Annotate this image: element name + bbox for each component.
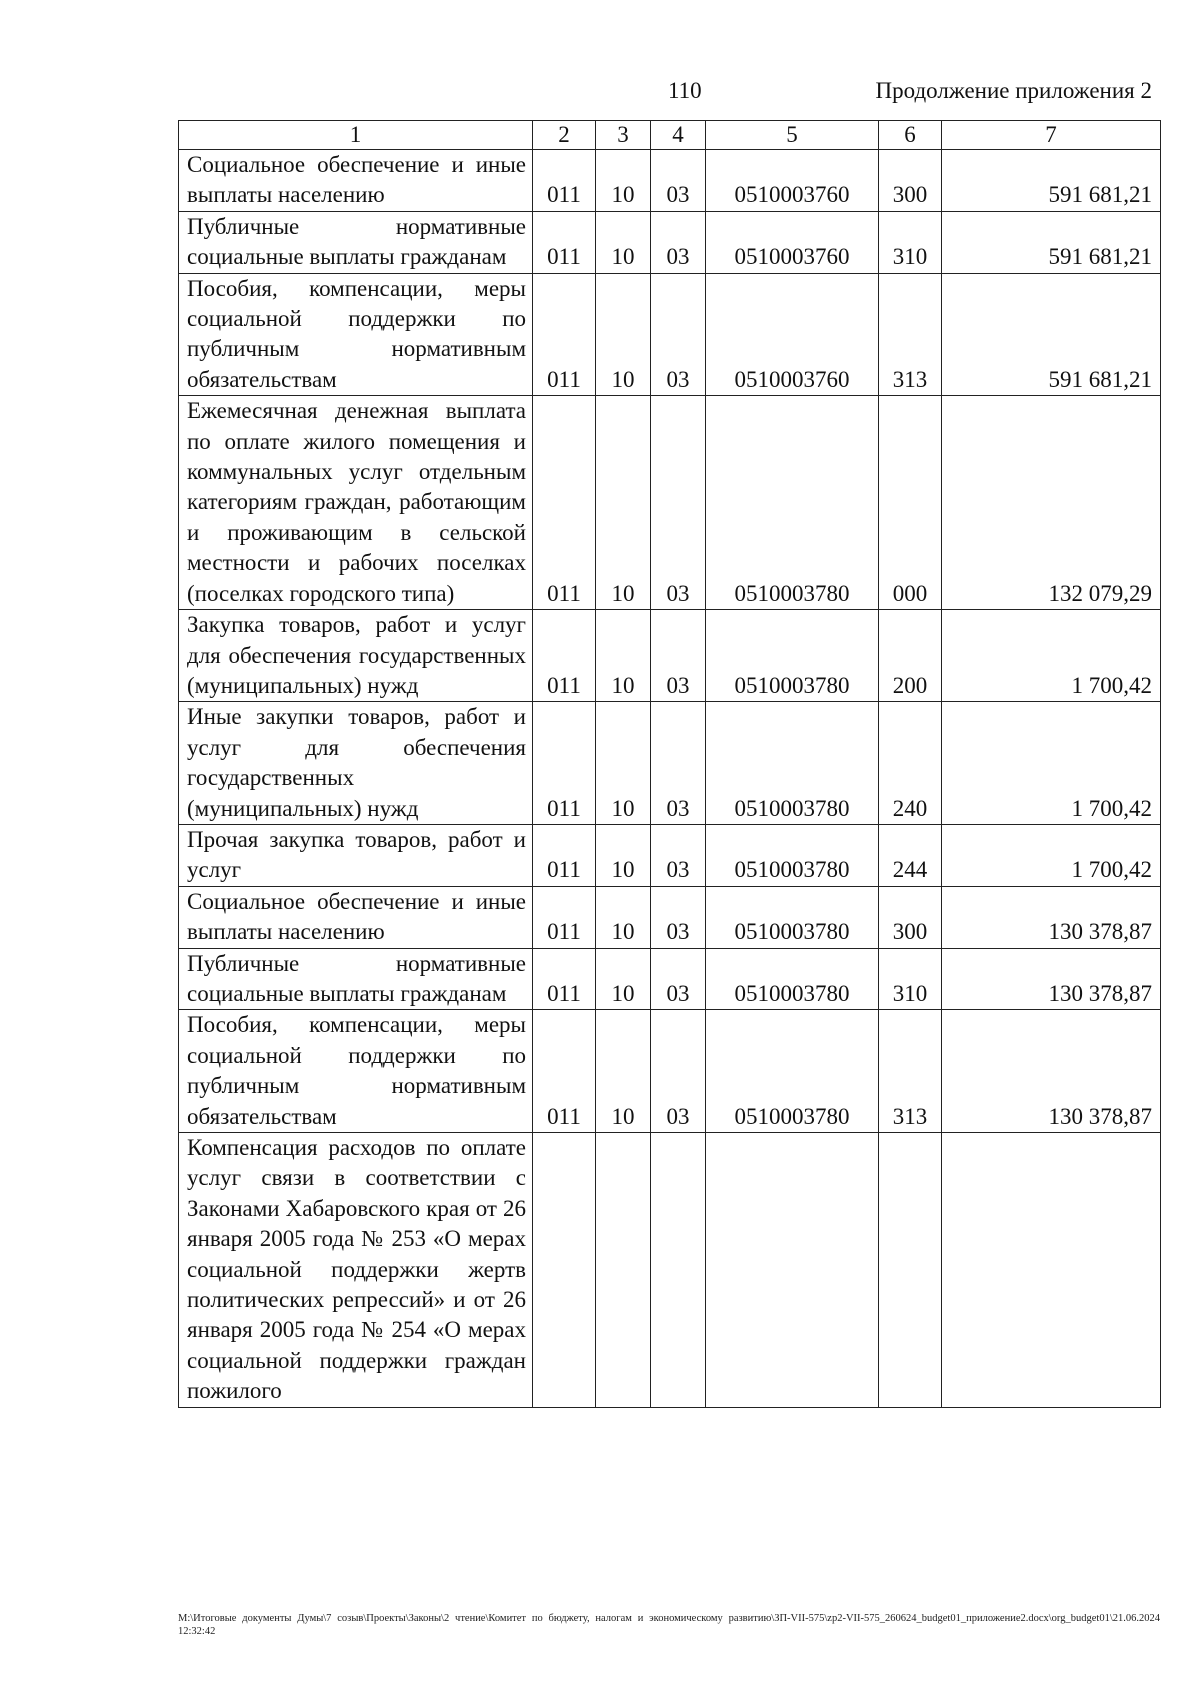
column-number-row <box>179 121 1161 150</box>
table-row <box>179 824 1161 886</box>
section-code-cell: 10 <box>596 396 651 610</box>
expense-type-cell: 313 <box>879 1010 942 1133</box>
expense-type-cell: 310 <box>879 211 942 273</box>
expense-type-cell: 300 <box>879 886 942 948</box>
expense-type-cell <box>879 1133 942 1408</box>
subsection-code-cell: 03 <box>651 948 706 1010</box>
target-article-cell: 0510003760 <box>706 273 879 396</box>
column-header: 4 <box>651 121 706 150</box>
ministry-code-cell <box>533 1133 596 1408</box>
section-code-cell <box>596 1133 651 1408</box>
amount-cell: 130 378,87 <box>942 948 1161 1010</box>
column-header: 2 <box>533 121 596 150</box>
subsection-code-cell <box>651 1133 706 1408</box>
target-article-cell: 0510003780 <box>706 948 879 1010</box>
amount-cell: 130 378,87 <box>942 1010 1161 1133</box>
target-article-cell: 0510003780 <box>706 610 879 702</box>
subsection-code-cell: 03 <box>651 886 706 948</box>
ministry-code-cell: 011 <box>533 886 596 948</box>
section-code-cell: 10 <box>596 824 651 886</box>
table-row <box>179 1010 1161 1133</box>
table-row <box>179 211 1161 273</box>
expense-type-cell: 310 <box>879 948 942 1010</box>
subsection-code-cell: 03 <box>651 702 706 825</box>
section-code-cell: 10 <box>596 1010 651 1133</box>
ministry-code-cell: 011 <box>533 948 596 1010</box>
section-code-cell: 10 <box>596 948 651 1010</box>
table-row <box>179 273 1161 396</box>
column-header: 1 <box>179 121 533 150</box>
target-article-cell: 0510003780 <box>706 396 879 610</box>
table-row <box>179 150 1161 212</box>
ministry-code-cell: 011 <box>533 1010 596 1133</box>
expense-type-cell: 313 <box>879 273 942 396</box>
target-article-cell: 0510003780 <box>706 886 879 948</box>
target-article-cell: 0510003780 <box>706 1010 879 1133</box>
item-name-cell: Ежемесячная денежная выплата по оплате жилого помещения и коммунальных услуг отдельным категориям граждан, работающим и проживающим в сельской местности и рабочих поселках (поселках городского типа) <box>179 396 533 610</box>
amount-cell: 1 700,42 <box>942 610 1161 702</box>
target-article-cell <box>706 1133 879 1408</box>
item-name-cell: Закупка товаров, работ и услуг для обеспечения государственных (муниципальных) нужд <box>179 610 533 702</box>
budget-table <box>178 120 1161 1408</box>
subsection-code-cell: 03 <box>651 150 706 212</box>
subsection-code-cell: 03 <box>651 610 706 702</box>
ministry-code-cell: 011 <box>533 396 596 610</box>
ministry-code-cell: 011 <box>533 702 596 825</box>
amount-cell: 1 700,42 <box>942 824 1161 886</box>
column-header: 3 <box>596 121 651 150</box>
subsection-code-cell: 03 <box>651 1010 706 1133</box>
amount-cell: 130 378,87 <box>942 886 1161 948</box>
amount-cell <box>942 1133 1161 1408</box>
amount-cell: 132 079,29 <box>942 396 1161 610</box>
amount-cell: 591 681,21 <box>942 273 1161 396</box>
ministry-code-cell: 011 <box>533 150 596 212</box>
table-row <box>179 610 1161 702</box>
subsection-code-cell: 03 <box>651 273 706 396</box>
ministry-code-cell: 011 <box>533 211 596 273</box>
table-row <box>179 948 1161 1010</box>
column-header: 7 <box>942 121 1161 150</box>
column-header: 6 <box>879 121 942 150</box>
amount-cell: 591 681,21 <box>942 211 1161 273</box>
target-article-cell: 0510003780 <box>706 702 879 825</box>
item-name-cell: Иные закупки товаров, работ и услуг для обеспечения государственных (муниципальных) нужд <box>179 702 533 825</box>
section-code-cell: 10 <box>596 273 651 396</box>
ministry-code-cell: 011 <box>533 273 596 396</box>
target-article-cell: 0510003780 <box>706 824 879 886</box>
expense-type-cell: 200 <box>879 610 942 702</box>
expense-type-cell: 240 <box>879 702 942 825</box>
section-code-cell: 10 <box>596 150 651 212</box>
ministry-code-cell: 011 <box>533 824 596 886</box>
table-row <box>179 396 1161 610</box>
section-code-cell: 10 <box>596 702 651 825</box>
section-code-cell: 10 <box>596 886 651 948</box>
amount-cell: 1 700,42 <box>942 702 1161 825</box>
item-name-cell: Публичные нормативные социальные выплаты гражданам <box>179 211 533 273</box>
expense-type-cell: 300 <box>879 150 942 212</box>
expense-type-cell: 244 <box>879 824 942 886</box>
target-article-cell: 0510003760 <box>706 211 879 273</box>
continuation-label: Продолжение приложения 2 <box>875 78 1152 103</box>
table-row <box>179 1133 1161 1408</box>
subsection-code-cell: 03 <box>651 824 706 886</box>
ministry-code-cell: 011 <box>533 610 596 702</box>
expense-type-cell: 000 <box>879 396 942 610</box>
amount-cell: 591 681,21 <box>942 150 1161 212</box>
column-header: 5 <box>706 121 879 150</box>
section-code-cell: 10 <box>596 610 651 702</box>
item-name-cell: Прочая закупка товаров, работ и услуг <box>179 824 533 886</box>
item-name-cell: Пособия, компенсации, меры социальной поддержки по публичным нормативным обязательствам <box>179 273 533 396</box>
item-name-cell: Пособия, компенсации, меры социальной поддержки по публичным нормативным обязательствам <box>179 1010 533 1133</box>
table-row <box>179 702 1161 825</box>
subsection-code-cell: 03 <box>651 211 706 273</box>
file-path-footer: M:\Итоговые документы Думы\7 созыв\Проекты\Законы\2 чтение\Комитет по бюджету, налогам и экономическому развитию\ЗП-VII-575\zp2-VII-575_260624_budget01_приложение2.docx\org_budget01\21.06.2024 12:32:42 <box>178 1613 1160 1637</box>
page-number: 110 <box>668 78 702 103</box>
subsection-code-cell: 03 <box>651 396 706 610</box>
item-name-cell: Публичные нормативные социальные выплаты гражданам <box>179 948 533 1010</box>
target-article-cell: 0510003760 <box>706 150 879 212</box>
section-code-cell: 10 <box>596 211 651 273</box>
item-name-cell: Компенсация расходов по оплате услуг связи в соответствии с Законами Хабаровского края от 26 января 2005 года № 253 «О мерах социальной поддержки жертв политических репрессий» и от 26 января 2005 года № 254 «О мерах социальной поддержки граждан пожилого <box>179 1133 533 1408</box>
item-name-cell: Социальное обеспечение и иные выплаты населению <box>179 150 533 212</box>
item-name-cell: Социальное обеспечение и иные выплаты населению <box>179 886 533 948</box>
table-row <box>179 886 1161 948</box>
